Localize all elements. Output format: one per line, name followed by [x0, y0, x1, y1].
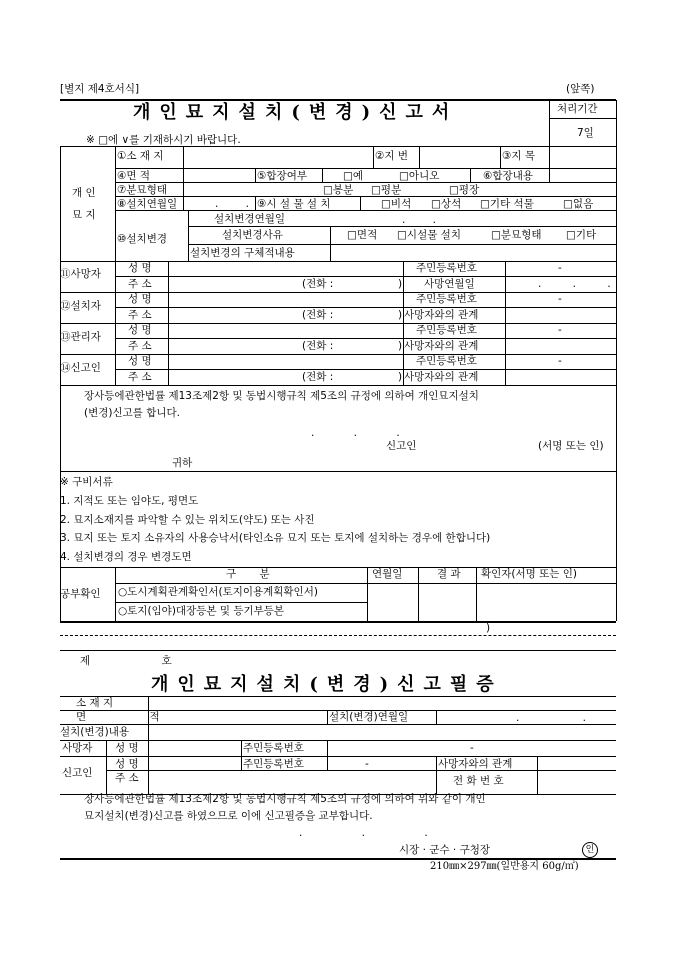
category-header: 구 분	[226, 568, 280, 580]
installer-id-label: 주민등록번호	[416, 293, 477, 305]
reporter-phone-label: (전화 :	[302, 371, 334, 383]
reporter-label: ⑭신고인	[60, 362, 101, 374]
reporter-id-label: 주민등록번호	[416, 355, 477, 367]
installer-label: ⑫설치자	[60, 300, 101, 312]
install-date-label: ⑧설치연월일	[117, 198, 178, 210]
deceased-label: ⑪사망자	[60, 268, 101, 280]
result-header: 결 과	[437, 568, 461, 580]
processing-period-value: 7일	[577, 127, 594, 139]
joint-burial-no-checkbox[interactable]: □아니오	[399, 170, 440, 182]
manager-id-label: 주민등록번호	[416, 324, 477, 336]
checker-header: 확인자(서명 또는 인)	[481, 568, 578, 580]
declaration-addressee: 귀하	[172, 457, 193, 469]
cert-change-date-label: 설치(변경)연월일	[329, 711, 409, 723]
change-other-checkbox[interactable]: □기타	[566, 229, 597, 241]
deceased-id-label: 주민등록번호	[416, 262, 477, 274]
change-area-checkbox[interactable]: □면적	[347, 229, 378, 241]
area-label: ④면 적	[117, 170, 151, 182]
flat-mound-option-checkbox[interactable]: □평분	[371, 184, 402, 196]
cert-deceased-label: 사망자	[62, 742, 93, 754]
declaration-line-1: 장사등에관한법률 제13조제2항 및 동법시행규칙 제5조의 규정에 의하여 개인묘지설치	[84, 390, 479, 402]
location-label: ①소 재 지	[117, 150, 164, 162]
install-date-value[interactable]: . .	[215, 198, 262, 210]
lot-number-label: ②지 번	[375, 150, 409, 162]
declaration-line-2: (변경)신고를 합니다.	[84, 407, 181, 419]
manager-address-label: 주 소	[128, 340, 152, 352]
cert-location-label: 소 재 지	[76, 697, 114, 709]
deceased-id-dash: -	[558, 262, 562, 274]
form-number: [별지 제4호서식]	[60, 83, 140, 95]
deceased-name-label: 성 명	[128, 262, 152, 274]
form-title: 개인묘지설치(변경)신고서	[133, 102, 459, 123]
declaration-signature[interactable]: (서명 또는 인)	[538, 440, 604, 452]
reporter-address-label: 주 소	[128, 371, 152, 383]
installer-relation-label: 사망자와의 관계	[404, 309, 479, 321]
cert-reporter-id-label: 주민등록번호	[243, 758, 304, 770]
certificate-title: 개인묘지설치(변경)신고필증	[151, 674, 503, 695]
installer-address-label: 주 소	[128, 309, 152, 321]
urban-plan-confirmation-row: ○도시계획관계확인서(토지이용계획확인서)	[118, 586, 318, 598]
certificate-date[interactable]: . . .	[299, 827, 456, 839]
deceased-death-date-label: 사망연월일	[424, 278, 475, 290]
cert-area-label: 면 적	[76, 711, 190, 723]
certificate-issuer: 시장 · 군수 · 구청장	[399, 844, 491, 856]
cert-reporter-label: 신고인	[62, 767, 93, 779]
change-form-checkbox[interactable]: □분묘형태	[491, 229, 542, 241]
land-category-label: ③지 목	[502, 150, 536, 162]
stone-table-checkbox[interactable]: □상석	[431, 198, 462, 210]
manager-phone-close: )	[398, 340, 403, 352]
cert-phone-label: 전 화 번 호	[453, 775, 504, 787]
mound-form-label: ⑦분묘형태	[117, 184, 167, 196]
required-documents-heading: ※ 구비서류	[60, 476, 113, 488]
land-register-row: ○토지(임야)대장등본 및 등기부등본	[118, 605, 285, 617]
deceased-phone-close: )	[398, 278, 403, 290]
joint-content-label: ⑥합장내용	[483, 170, 533, 182]
required-document-item: 4. 설치변경의 경우 변경도면	[60, 551, 192, 563]
deceased-death-date-value[interactable]: . . .	[538, 278, 625, 290]
manager-phone-label: (전화 :	[302, 340, 334, 352]
reporter-id-dash: -	[558, 355, 562, 367]
cert-deceased-id-label: 주민등록번호	[243, 742, 304, 754]
certificate-number-label: 제 호	[80, 655, 206, 667]
joint-burial-label: ⑤합장여부	[257, 170, 307, 182]
declaration-date[interactable]: . . .	[311, 427, 418, 439]
flat-burial-option-checkbox[interactable]: □평장	[449, 184, 480, 196]
paper-spec: 210㎜×297㎜(일반용지 60g/㎡)	[430, 861, 579, 872]
installer-name-label: 성 명	[128, 293, 152, 305]
change-facility-checkbox[interactable]: □시설물 설치	[397, 229, 461, 241]
manager-name-label: 성 명	[128, 324, 152, 336]
none-checkbox[interactable]: □없음	[563, 198, 594, 210]
cert-deceased-id-dash: -	[470, 742, 474, 754]
date-header: 연월일	[372, 568, 403, 580]
installer-id-dash: -	[558, 293, 562, 305]
tombstone-checkbox[interactable]: □비석	[381, 198, 412, 210]
declaration-reporter-label: 신고인	[386, 440, 417, 452]
record-check-label: 공부확인	[60, 588, 101, 600]
manager-label: ⑬관리자	[60, 331, 101, 343]
cert-reporter-address-label: 주 소	[115, 772, 139, 784]
required-document-item: 3. 묘지 또는 토지 소유자의 사용승낙서(타인소유 묘지 또는 토지에 설치하는 경우에 한합니다)	[60, 532, 491, 544]
checkbox-instruction: ※ □에 ∨를 기재하시기 바랍니다.	[86, 134, 241, 146]
grave-group-label-2: 묘 지	[72, 209, 96, 221]
mound-option-checkbox[interactable]: □봉분	[323, 184, 354, 196]
cert-reporter-id-dash: -	[365, 758, 369, 770]
manager-relation-label: 사망자와의 관계	[404, 340, 479, 352]
change-date-value[interactable]: . .	[402, 214, 449, 226]
page-side-label: (앞쪽)	[566, 83, 595, 95]
certificate-text-line-2: 묘지설치(변경)신고를 하였으므로 이에 신고필증을 교부합니다.	[84, 810, 373, 822]
installer-phone-close: )	[398, 309, 403, 321]
required-document-item: 2. 묘지소재지를 파악할 수 있는 위치도(약도) 또는 사진	[60, 514, 315, 526]
processing-period-label: 처리기간	[557, 103, 598, 115]
facility-install-label: ⑨시 설 물 설 치	[257, 198, 331, 210]
required-document-item: 1. 지적도 또는 임야도, 평면도	[60, 495, 199, 507]
manager-id-dash: -	[558, 324, 562, 336]
cert-change-date-value[interactable]: . .	[516, 712, 617, 724]
reporter-name-label: 성 명	[128, 355, 152, 367]
change-detail-label: 설치변경의 구체적내용	[190, 247, 295, 259]
cert-reporter-name-label: 성 명	[115, 758, 139, 770]
other-stone-checkbox[interactable]: □기타 석물	[480, 198, 534, 210]
deceased-phone-label: (전화 :	[302, 278, 334, 290]
reporter-phone-close: )	[398, 371, 403, 383]
cert-relation-label: 사망자와의 관계	[438, 758, 513, 770]
cert-deceased-name-label: 성 명	[115, 742, 139, 754]
change-date-label: 설치변경연월일	[214, 213, 286, 225]
grave-group-label: 개 인	[72, 187, 96, 199]
cert-change-content-label: 설치(변경)내용	[60, 726, 130, 738]
install-change-label: ⑩설치변경	[117, 233, 167, 245]
cut-line-mark: )	[486, 622, 491, 634]
change-reason-label: 설치변경사유	[222, 229, 283, 241]
reporter-relation-label: 사망자와의 관계	[404, 371, 479, 383]
certificate-text-line-1: 장사등에관한법률 제13조제2항 및 동법시행규칙 제5조의 규정에 의하여 위와 같이 개인	[84, 793, 486, 805]
joint-burial-yes-checkbox[interactable]: □예	[343, 170, 364, 182]
seal-mark: 인	[582, 842, 598, 858]
deceased-address-label: 주 소	[128, 278, 152, 290]
installer-phone-label: (전화 :	[302, 309, 334, 321]
